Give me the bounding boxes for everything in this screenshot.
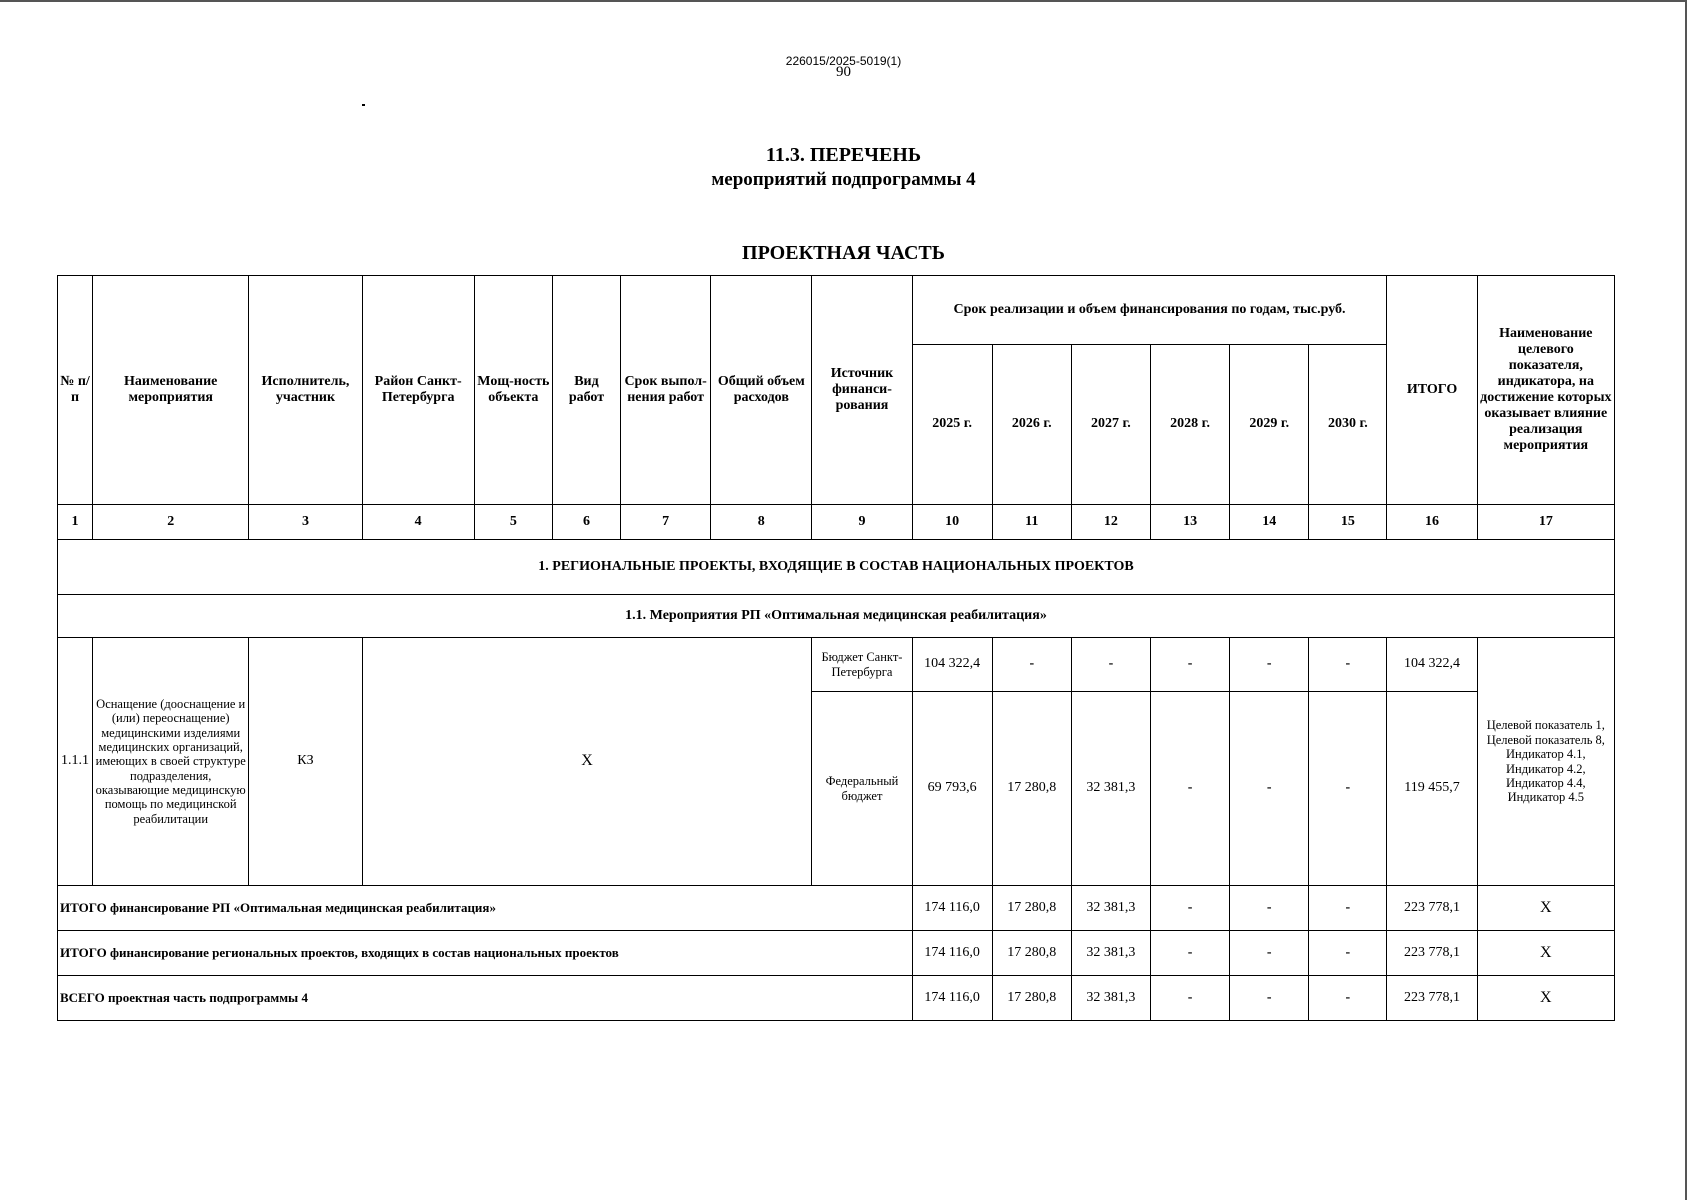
year-value: - <box>1151 638 1230 692</box>
funding-source: Федеральный бюджет <box>812 692 912 886</box>
total-row <box>58 886 1615 931</box>
total-sum: 223 778,1 <box>1387 886 1477 931</box>
item-number: 1.1.1 <box>58 638 93 886</box>
year-value: 32 381,3 <box>1071 692 1150 886</box>
header-col-indicator: Наименование целевого показателя, индикатора, на достижение которых оказывает влияние реализация мероприятия <box>1477 276 1614 505</box>
row-total: 119 455,7 <box>1387 692 1477 886</box>
column-number: 14 <box>1230 505 1309 540</box>
total-value: 17 280,8 <box>992 931 1071 976</box>
document-subtitle: мероприятий подпрограммы 4 <box>711 169 976 190</box>
column-number: 11 <box>992 505 1071 540</box>
subsection-row <box>58 595 1615 638</box>
item-name: Оснащение (дооснащение и (или) переоснащение) медицинскими изделиями медицинских организаций, имеющих в своей структуре подразделения, оказывающие медицинскую помощь по медицинской реабилитации <box>93 638 249 886</box>
total-value: 32 381,3 <box>1071 931 1150 976</box>
row-total: 104 322,4 <box>1387 638 1477 692</box>
measures-table <box>57 275 1615 1021</box>
total-value: 17 280,8 <box>992 886 1071 931</box>
header-col-capacity: Мощ-ность объекта <box>474 276 552 505</box>
column-numbers-row <box>58 505 1615 540</box>
column-number: 6 <box>552 505 620 540</box>
item-executor: КЗ <box>249 638 362 886</box>
column-number: 8 <box>711 505 812 540</box>
year-value: 69 793,6 <box>912 692 992 886</box>
section-title: ПРОЕКТНАЯ ЧАСТЬ <box>742 242 945 264</box>
column-number: 15 <box>1309 505 1387 540</box>
year-value: - <box>1309 638 1387 692</box>
total-value: - <box>1151 976 1230 1021</box>
column-number: 17 <box>1477 505 1614 540</box>
total-row <box>58 976 1615 1021</box>
column-number: 7 <box>621 505 711 540</box>
total-label: ВСЕГО проектная часть подпрограммы 4 <box>58 976 913 1021</box>
header-years-group: Срок реализации и объем финансирования по годам, тыс.руб. <box>912 276 1387 345</box>
total-value: 32 381,3 <box>1071 886 1150 931</box>
subsection-heading: 1.1. Мероприятия РП «Оптимальная медицинская реабилитация» <box>58 595 1615 638</box>
total-value: 174 116,0 <box>912 931 992 976</box>
total-value: - <box>1309 886 1387 931</box>
total-label: ИТОГО финансирование РП «Оптимальная медицинская реабилитация» <box>58 886 913 931</box>
total-value: - <box>1151 886 1230 931</box>
year-value: 104 322,4 <box>912 638 992 692</box>
header-col-district: Район Санкт-Петербурга <box>362 276 474 505</box>
column-number: 12 <box>1071 505 1150 540</box>
year-value: - <box>1071 638 1150 692</box>
header-year: 2030 г. <box>1309 345 1387 505</box>
total-label: ИТОГО финансирование региональных проектов, входящих в состав национальных проектов <box>58 931 913 976</box>
header-col-deadline: Срок выпол-нения работ <box>621 276 711 505</box>
year-value: - <box>1151 692 1230 886</box>
year-value: 17 280,8 <box>992 692 1071 886</box>
column-number: 1 <box>58 505 93 540</box>
header-col-name: Наименование мероприятия <box>93 276 249 505</box>
total-value: - <box>1230 976 1309 1021</box>
header-col-work-type: Вид работ <box>552 276 620 505</box>
header-col-itogo: ИТОГО <box>1387 276 1477 505</box>
year-value: - <box>1309 692 1387 886</box>
page-number: 90 <box>836 64 851 80</box>
registration-number: 226015/2025-5019(1) <box>785 54 902 68</box>
total-sum: 223 778,1 <box>1387 976 1477 1021</box>
year-value: - <box>1230 638 1309 692</box>
column-number: 10 <box>912 505 992 540</box>
header-col-number: № п/п <box>58 276 93 505</box>
total-row <box>58 931 1615 976</box>
column-number: 5 <box>474 505 552 540</box>
total-value: 174 116,0 <box>912 976 992 1021</box>
header-year: 2026 г. <box>992 345 1071 505</box>
total-mark: Х <box>1477 931 1614 976</box>
header-row <box>58 276 1615 345</box>
section-row <box>58 540 1615 595</box>
document-title: 11.3. ПЕРЕЧЕНЬ <box>765 144 922 166</box>
header-col-executor: Исполнитель, участник <box>249 276 362 505</box>
column-number: 13 <box>1151 505 1230 540</box>
header-col-source: Источник финанси-рования <box>812 276 912 505</box>
total-value: - <box>1230 931 1309 976</box>
header-year: 2029 г. <box>1230 345 1309 505</box>
scan-speck <box>362 104 365 106</box>
column-number: 2 <box>93 505 249 540</box>
total-value: 17 280,8 <box>992 976 1071 1021</box>
item-row-budget-spb <box>58 638 1615 692</box>
item-merged-cell: Х <box>362 638 812 886</box>
total-sum: 223 778,1 <box>1387 931 1477 976</box>
year-value: - <box>992 638 1071 692</box>
column-number: 4 <box>362 505 474 540</box>
item-indicators: Целевой показатель 1, Целевой показатель 8, Индикатор 4.1, Индикатор 4.2, Индикатор 4.4, Индикатор 4.5 <box>1477 638 1614 886</box>
column-number: 16 <box>1387 505 1477 540</box>
column-number: 3 <box>249 505 362 540</box>
total-value: 32 381,3 <box>1071 976 1150 1021</box>
total-value: - <box>1151 931 1230 976</box>
section-heading: 1. РЕГИОНАЛЬНЫЕ ПРОЕКТЫ, ВХОДЯЩИЕ В СОСТАВ НАЦИОНАЛЬНЫХ ПРОЕКТОВ <box>58 540 1615 595</box>
column-number: 9 <box>812 505 912 540</box>
header-year: 2025 г. <box>912 345 992 505</box>
header-year: 2027 г. <box>1071 345 1150 505</box>
total-value: 174 116,0 <box>912 886 992 931</box>
header-year: 2028 г. <box>1151 345 1230 505</box>
total-value: - <box>1309 976 1387 1021</box>
total-value: - <box>1309 931 1387 976</box>
page-top-border <box>0 0 1687 2</box>
year-value: - <box>1230 692 1309 886</box>
total-mark: Х <box>1477 976 1614 1021</box>
total-mark: Х <box>1477 886 1614 931</box>
funding-source: Бюджет Санкт-Петербурга <box>812 638 912 692</box>
header-col-total-cost: Общий объем расходов <box>711 276 812 505</box>
total-value: - <box>1230 886 1309 931</box>
